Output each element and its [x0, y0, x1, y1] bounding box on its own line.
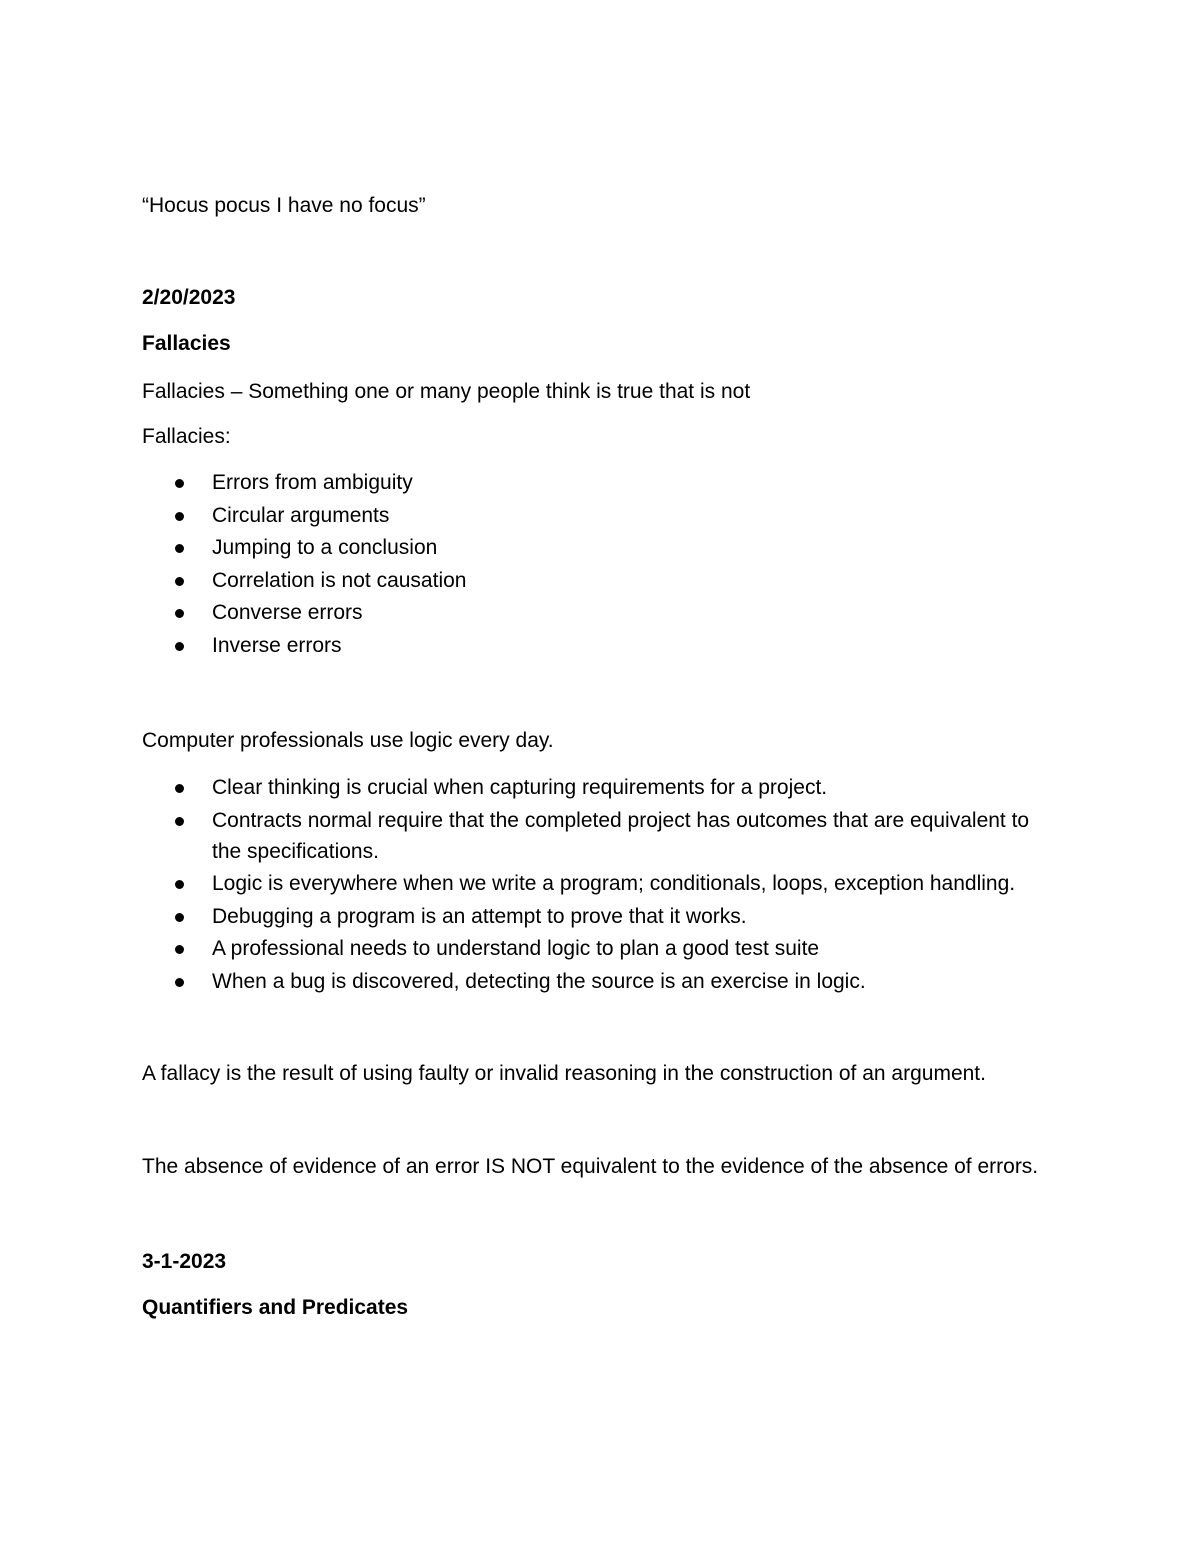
bullet-icon — [175, 479, 184, 488]
bullet-icon — [175, 609, 184, 618]
list-item-text: Contracts normal require that the completed project has outcomes that are equivalent to the specifications. — [212, 808, 1030, 863]
list-item — [142, 597, 1062, 630]
quote-line: “Hocus pocus I have no focus” — [142, 194, 426, 217]
list-item — [142, 630, 1062, 663]
bullet-icon — [175, 784, 184, 793]
list-item — [142, 805, 1062, 867]
list-item — [142, 500, 1062, 533]
list-item — [142, 772, 1062, 803]
list-item — [142, 565, 1062, 598]
list-item-text: Errors from ambiguity — [212, 471, 413, 494]
date-heading-1: 2/20/2023 — [142, 286, 236, 309]
fallacy-statement: A fallacy is the result of using faulty or invalid reasoning in the construction of an argument. — [142, 1062, 986, 1085]
list-item — [142, 933, 1062, 964]
list-item-text: Correlation is not causation — [212, 568, 467, 592]
list-item-text: Clear thinking is crucial when capturing requirements for a project. — [212, 776, 828, 799]
list-item-text: Circular arguments — [212, 503, 390, 527]
section-heading-quantifiers: Quantifiers and Predicates — [142, 1296, 409, 1319]
list-item-text: Debugging a program is an attempt to prove that it works. — [212, 904, 747, 928]
list-item — [142, 467, 1062, 500]
list-item — [142, 868, 1062, 899]
bullet-icon — [175, 512, 184, 521]
bullet-icon — [175, 880, 184, 889]
bullet-icon — [175, 913, 184, 922]
list-item — [142, 532, 1062, 565]
list-item-text: Inverse errors — [212, 633, 342, 657]
list-item-text: Jumping to a conclusion — [212, 536, 438, 559]
list-item — [142, 901, 1062, 932]
fallacy-list-intro: Fallacies: — [142, 425, 231, 448]
fallacy-list — [142, 467, 1062, 662]
section-heading-fallacies: Fallacies — [142, 332, 231, 355]
logic-list — [142, 772, 1062, 998]
list-item-text: Converse errors — [212, 601, 363, 624]
list-item-text: A professional needs to understand logic to plan a good test suite — [212, 937, 820, 960]
fallacy-definition: Fallacies – Something one or many people think is true that is not — [142, 380, 751, 403]
bullet-icon — [175, 544, 184, 553]
bullet-icon — [175, 642, 184, 651]
date-heading-2: 3-1-2023 — [142, 1250, 227, 1273]
list-item-text: When a bug is discovered, detecting the source is an exercise in logic. — [212, 969, 866, 993]
absence-statement: The absence of evidence of an error IS NOT equivalent to the evidence of the absence of errors. — [142, 1155, 1039, 1178]
bullet-icon — [175, 577, 184, 586]
bullet-icon — [175, 978, 184, 987]
bullet-icon — [175, 817, 184, 826]
list-item — [142, 966, 1062, 997]
list-item-text: Logic is everywhere when we write a program; conditionals, loops, exception handling. — [212, 872, 1016, 895]
logic-intro: Computer professionals use logic every day. — [142, 729, 554, 752]
bullet-icon — [175, 945, 184, 954]
